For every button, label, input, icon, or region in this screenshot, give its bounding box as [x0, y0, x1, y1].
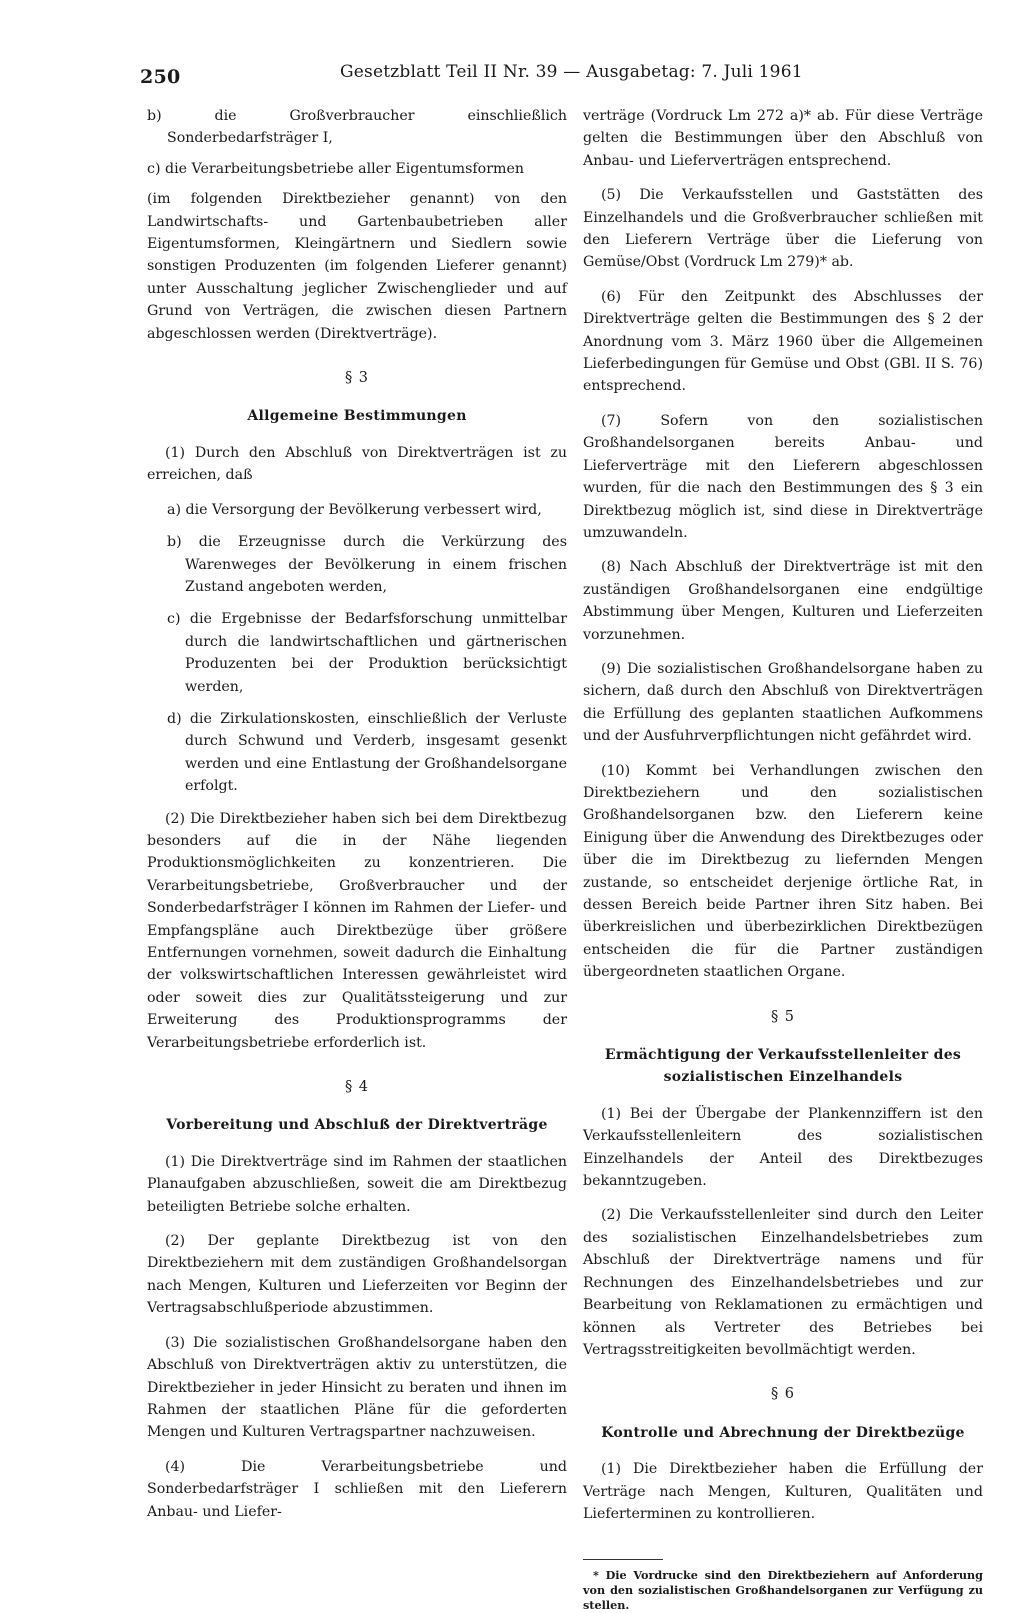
section-4-number: § 4	[344, 1079, 370, 1096]
paragraph: (1) Die Direktverträge sind im Rahmen der staatlichen Planaufgaben abzuschließen, soweit die am Direktbezug beteiligten Betriebe solche erhalten.	[147, 1153, 567, 1215]
paragraph: (10) Kommt bei Verhandlungen zwischen den Direktbeziehern und den sozialistischen Großhandelsorganen bzw. den Lieferern keine Einigung über die Anwendung des Direktbezuges oder über die im Direktbezug zu liefernden Mengen zustande, so entscheidet derjenige örtliche Rat, in dessen Bereich beide Partner ihren Sitz haben. Bei überkreislichen und überbezirklichen Direktbezügen entscheiden die für die Partner zuständigen übergeordneten staatlichen Organe.	[583, 762, 983, 981]
paragraph: (2) Die Direktbezieher haben sich bei dem Direktbezug besonders auf die in der Nähe liegenden Produktionsmöglichkeiten zu konzentrieren. Die Verarbeitungsbetriebe, Großverbraucher und der Sonderbedarfsträger I können im Rahmen der Liefer- und Empfangspläne auch Direktbezüge über größere Entfernungen vornehmen, soweit dadurch die Einhaltung der volkswirtschaftlichen Interessen gewährleistet wird oder soweit dies zur Qualitätssteigerung und zur Erweiterung des Produktionsprogramms der Verarbeitungsbetriebe erforderlich ist.	[147, 810, 567, 1051]
page-header	[140, 62, 803, 92]
paragraph: (4) Die Verarbeitungsbetriebe und Sonderbedarfsträger I schließen mit den Lieferern Anbau- und Liefer-	[147, 1458, 567, 1520]
list-item-d: d) die Zirkulationskosten, einschließlich der Verluste durch Schwund und Verderb, insgesamt gesenkt werden und eine Entlastung der Großhandelsorgane erfolgt.	[167, 710, 567, 795]
section-6-number: § 6	[770, 1386, 796, 1403]
paragraph: (im folgenden Direktbezieher genannt) von den Landwirtschafts- und Gartenbaubetrieben aller Eigentumsformen, Kleingärtnern und Siedlern sowie sonstigen Produzenten (im folgenden Lieferer genannt) unter Ausschaltung jeglicher Zwischenglieder und auf Grund von Verträgen, die zwischen diesen Partnern abgeschlossen werden (Direktverträge).	[147, 191, 567, 342]
list-item-b: b) die Erzeugnisse durch die Verkürzung des Warenweges der Bevölkerung in einem frischen Zustand angeboten werden,	[167, 534, 567, 595]
list-item-b: b) die Großverbraucher einschließlich Sonderbedarfsträger I,	[147, 108, 567, 147]
paragraph: (6) Für den Zeitpunkt des Abschlusses der Direktverträge gelten die Bestimmungen des § 2 der Anordnung vom 3. März 1960 über die Allgemeinen Lieferbedingungen für Gemüse und Obst (GBl. II S. 76) entsprechend.	[583, 288, 983, 395]
right-column	[583, 105, 983, 1613]
section-6-title: Kontrolle und Abrechnung der Direktbezüge	[601, 1424, 965, 1441]
paragraph: (5) Die Verkaufsstellen und Gaststätten des Einzelhandels und die Großverbraucher schließen mit den Lieferern Verträge über die Lieferung von Gemüse/Obst (Vordruck Lm 279)* ab.	[583, 187, 983, 271]
left-column	[147, 105, 567, 1535]
page-number: 250	[140, 66, 181, 88]
paragraph: (7) Sofern von den sozialistischen Großhandelsorganen bereits Anbau- und Lieferverträge mit den Lieferern abgeschlossen wurden, für die nach den Bestimmungen des § 3 ein Direktbezug möglich ist, sind diese in Direktverträge umzuwandeln.	[583, 412, 983, 541]
section-4-title: Vorbereitung und Abschluß der Direktverträge	[166, 1117, 548, 1134]
paragraph: (2) Der geplante Direktbezug ist von den Direktbeziehern mit dem zuständigen Großhandelsorgan nach Mengen, Kulturen und Lieferzeiten vor Beginn der Vertragsabschlußperiode abzustimmen.	[147, 1233, 567, 1317]
section-5-title: Ermächtigung der Verkaufsstellenleiter des sozialistischen Einzelhandels	[604, 1047, 962, 1086]
paragraph: verträge (Vordruck Lm 272 a)* ab. Für diese Verträge gelten die Bestimmungen über den Abschluß von Anbau- und Lieferverträgen entsprechend.	[583, 108, 983, 169]
footnote: * Die Vordrucke sind den Direktbeziehern auf Anforderung von den sozialistischen Großhandelsorganen zur Verfügung zu stellen.	[583, 1568, 983, 1613]
paragraph: (1) Durch den Abschluß von Direktverträgen ist zu erreichen, daß	[147, 444, 567, 484]
footnote-divider	[583, 1559, 663, 1560]
running-title: Gesetzblatt Teil II Nr. 39 — Ausgabetag: 7. Juli 1961	[340, 62, 803, 82]
paragraph: (8) Nach Abschluß der Direktverträge ist mit den zuständigen Großhandelsorganen eine endgültige Abstimmung über Mengen, Kulturen und Lieferzeiten vorzunehmen.	[583, 559, 983, 643]
list-item-c: c) die Verarbeitungsbetriebe aller Eigentumsformen	[147, 160, 524, 177]
paragraph: (3) Die sozialistischen Großhandelsorgane haben den Abschluß von Direktverträgen aktiv zu unterstützen, die Direktbezieher in jeder Hinsicht zu beraten und ihnen im Rahmen der staatlichen Pläne für die geforderten Mengen und Kulturen Vertragspartner nachzuweisen.	[147, 1334, 567, 1441]
list-item-a: a) die Versorgung der Bevölkerung verbessert wird,	[167, 501, 542, 518]
paragraph: (2) Die Verkaufsstellenleiter sind durch den Leiter des sozialistischen Einzelhandelsbetriebes zum Abschluß der Direktverträge namens und für Rechnungen des Einzelhandelsbetriebes und zur Bearbeitung von Reklamationen zu ermächtigen und können als Vertreter des Betriebes bei Vertragsstreitigkeiten bevollmächtigt werden.	[583, 1207, 983, 1358]
paragraph: (1) Bei der Übergabe der Plankennziffern ist den Verkaufsstellenleitern des sozialistischen Einzelhandels der Anteil des Direktbezuges bekanntzugeben.	[583, 1105, 983, 1190]
paragraph: (9) Die sozialistischen Großhandelsorgane haben zu sichern, daß durch den Abschluß von Direktverträgen die Erfüllung des geplanten staatlichen Aufkommens und der Ausfuhrverpflichtungen nicht gefährdet wird.	[583, 660, 983, 745]
section-5-number: § 5	[770, 1008, 796, 1025]
section-3-title: Allgemeine Bestimmungen	[247, 408, 467, 425]
paragraph: (1) Die Direktbezieher haben die Erfüllung der Verträge nach Mengen, Kulturen, Qualitäten und Lieferterminen zu kontrollieren.	[583, 1461, 983, 1522]
list-item-c: c) die Ergebnisse der Bedarfsforschung unmittelbar durch die landwirtschaftlichen und gärtnerischen Produzenten bei der Produktion berücksichtigt werden,	[167, 611, 567, 695]
section-3-number: § 3	[344, 370, 370, 387]
